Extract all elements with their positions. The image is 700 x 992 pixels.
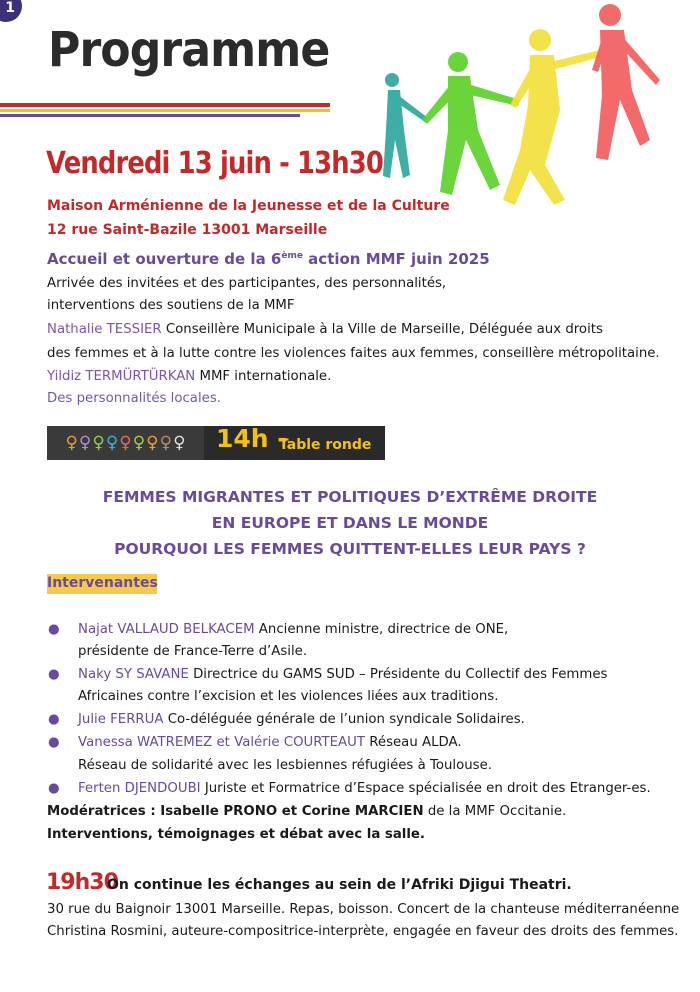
intro-line-2: interventions des soutiens de la MMF — [47, 298, 295, 313]
red-figure-icon — [592, 4, 660, 160]
moderators: Modératrices : Isabelle PRONO et Corine MARCIEN de la MMF Occitanie. — [47, 804, 567, 819]
teal-figure-icon — [383, 73, 428, 178]
divider-bar-yellow — [0, 109, 330, 112]
intro-line-1: Arrivée des invitées et des participantes, des personnalités, — [47, 276, 447, 291]
accueil-heading: Accueil et ouverture de la 6ème action MMF juin 2025 — [47, 250, 490, 268]
local-personalities: Des personnalités locales. — [47, 391, 221, 406]
green-figure-icon — [422, 52, 520, 195]
intervenantes-label: Intervenantes — [47, 574, 157, 594]
dancing-women-illustration — [370, 0, 700, 230]
closing-note: Interventions, témoignages et débat avec la salle. — [47, 827, 425, 842]
speaker-tessier-role: des femmes et à la lutte contre les violences faites aux femmes, conseillère métropolitaine. — [47, 346, 660, 361]
venus-symbols-icon: ♀ ♀ ♀ ♀ ♀ ♀ ♀ ♀ ♀ — [47, 426, 204, 460]
session-label: Table ronde — [279, 437, 372, 453]
session-time: 14h - — [216, 424, 288, 453]
speaker-termurturkan: Yildiz TERMÜRTÜRKAN MMF internationale. — [47, 369, 332, 384]
venue-name: Maison Arménienne de la Jeunesse et de la Culture — [47, 198, 450, 214]
page-number-badge: 1 — [0, 0, 22, 22]
evening-line-2: Christina Rosmini, auteure-compositrice-interprète, engagée en faveur des droits des femmes. — [47, 924, 679, 939]
yellow-figure-icon — [503, 29, 601, 205]
headline-line-3: POURQUOI LES FEMMES QUITTENT-ELLES LEUR PAYS ? — [114, 540, 586, 558]
divider-bar-purple — [0, 114, 300, 117]
evening-time: 19h30 — [46, 870, 118, 895]
evening-title: On continue les échanges au sein de l’Afriki Djigui Theatri. — [107, 877, 572, 893]
venue-address: 12 rue Saint-Bazile 13001 Marseille — [47, 222, 328, 238]
headline-line-2: EN EUROPE ET DANS LE MONDE — [211, 514, 489, 532]
page-title: Programme — [48, 22, 330, 78]
speaker-tessier: Nathalie TESSIER Conseillère Municipale à la Ville de Marseille, Déléguée aux droits — [47, 322, 603, 337]
divider-bar-red — [0, 103, 330, 107]
evening-line-1: 30 rue du Baignoir 13001 Marseille. Repas, boisson. Concert de la chanteuse méditerranéenne — [47, 902, 680, 917]
day-heading: Vendredi 13 juin - 13h30 — [46, 146, 383, 181]
headline-line-1: FEMMES MIGRANTES ET POLITIQUES D’EXTRÊME DROITE — [102, 488, 598, 506]
